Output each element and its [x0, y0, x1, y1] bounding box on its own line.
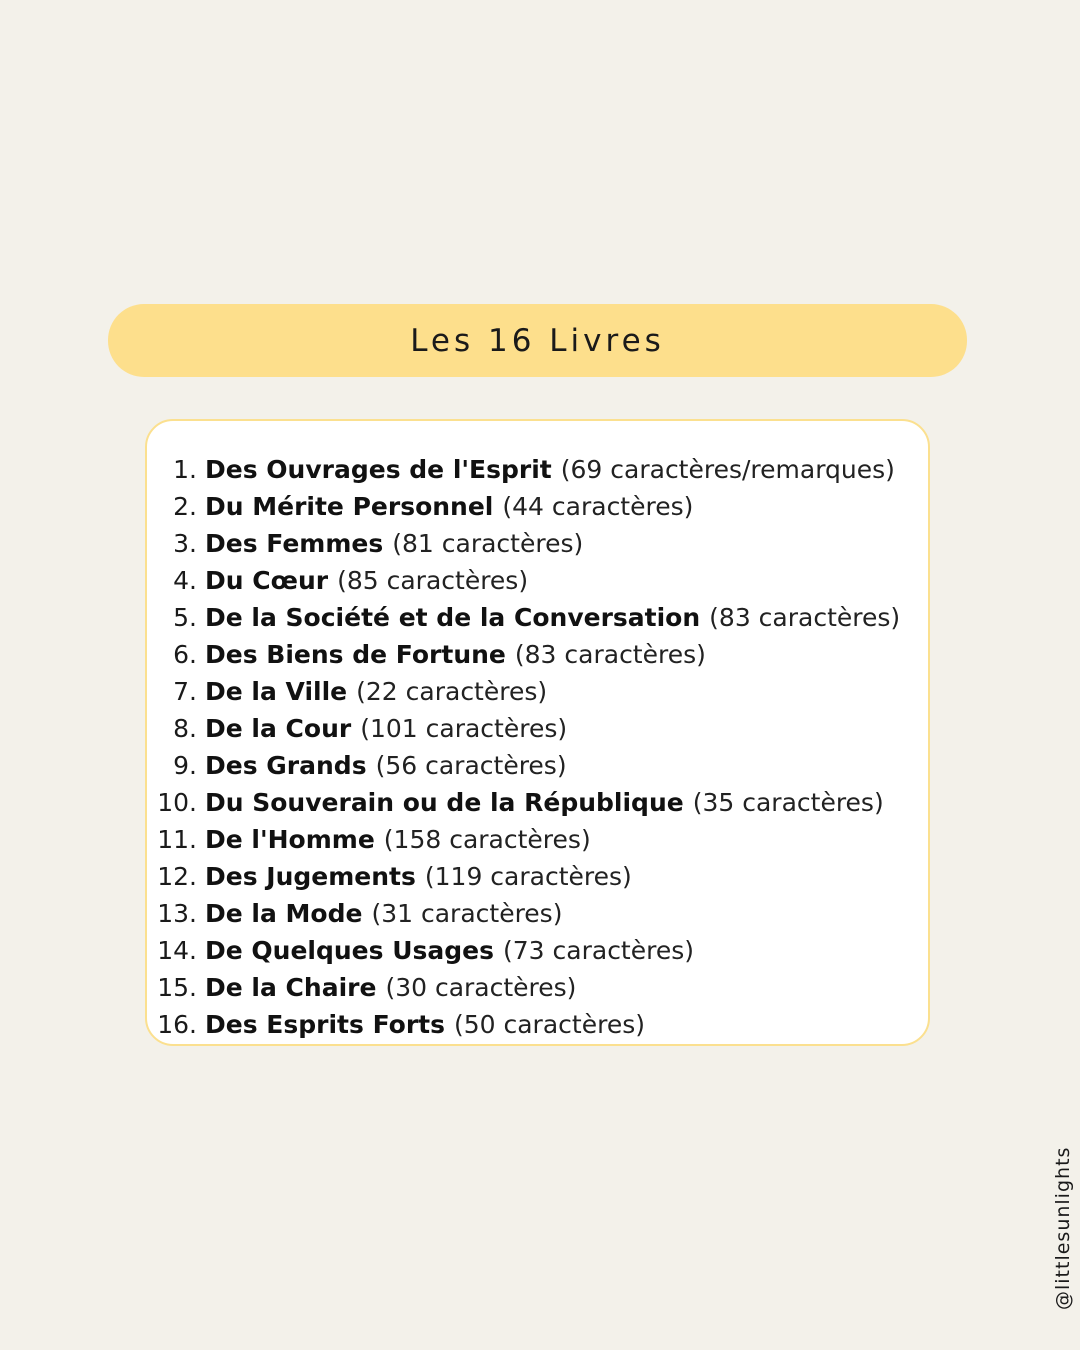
book-number: 7.: [173, 677, 197, 706]
book-count: (73 caractères): [503, 936, 695, 965]
book-number: 14.: [157, 936, 197, 965]
list-item: [147, 714, 932, 751]
book-number: 11.: [157, 825, 197, 854]
book-number: 5.: [173, 603, 197, 632]
author-handle: @littlesunlights: [1052, 1146, 1074, 1310]
book-count: (44 caractères): [502, 492, 694, 521]
list-item: [147, 899, 932, 936]
book-list: [147, 455, 932, 1047]
list-item: [147, 788, 932, 825]
book-count: (85 caractères): [337, 566, 529, 595]
book-count: (31 caractères): [371, 899, 563, 928]
book-number: 4.: [173, 566, 197, 595]
title-banner: [108, 304, 967, 377]
list-item: [147, 862, 932, 899]
book-number: 16.: [157, 1010, 197, 1039]
book-number: 2.: [173, 492, 197, 521]
book-title: De la Société et de la Conversation: [205, 603, 701, 632]
book-count: (83 caractères): [514, 640, 706, 669]
book-count: (56 caractères): [375, 751, 567, 780]
list-item: [147, 492, 932, 529]
book-title: De la Cour: [205, 714, 352, 743]
list-item: [147, 677, 932, 714]
list-item: [147, 455, 932, 492]
book-number: 3.: [173, 529, 197, 558]
book-number: 9.: [173, 751, 197, 780]
book-list-card: [145, 419, 930, 1046]
book-title: Du Souverain ou de la République: [205, 788, 684, 817]
book-number: 10.: [157, 788, 197, 817]
list-item: [147, 751, 932, 788]
list-item: [147, 936, 932, 973]
book-count: (69 caractères/remarques): [560, 455, 895, 484]
book-title: De la Ville: [205, 677, 348, 706]
book-title: Des Grands: [205, 751, 367, 780]
book-number: 15.: [157, 973, 197, 1002]
book-title: De la Mode: [205, 899, 363, 928]
book-count: (158 caractères): [383, 825, 591, 854]
book-count: (22 caractères): [356, 677, 548, 706]
book-title: De la Chaire: [205, 973, 377, 1002]
book-title: Des Ouvrages de l'Esprit: [205, 455, 552, 484]
book-count: (83 caractères): [709, 603, 901, 632]
list-item: [147, 1010, 932, 1047]
list-item: [147, 603, 932, 640]
book-title: De l'Homme: [205, 825, 375, 854]
book-title: Des Jugements: [205, 862, 416, 891]
book-number: 6.: [173, 640, 197, 669]
book-count: (30 caractères): [385, 973, 577, 1002]
book-number: 8.: [173, 714, 197, 743]
list-item: [147, 529, 932, 566]
book-count: (50 caractères): [453, 1010, 645, 1039]
book-title: Des Femmes: [205, 529, 384, 558]
list-item: [147, 973, 932, 1010]
book-title: De Quelques Usages: [205, 936, 495, 965]
book-count: (81 caractères): [392, 529, 584, 558]
book-number: 13.: [157, 899, 197, 928]
book-title: Des Biens de Fortune: [205, 640, 506, 669]
book-count: (35 caractères): [692, 788, 884, 817]
book-count: (119 caractères): [424, 862, 632, 891]
list-item: [147, 825, 932, 862]
book-count: (101 caractères): [360, 714, 568, 743]
book-title: Du Mérite Personnel: [205, 492, 494, 521]
book-title: Des Esprits Forts: [205, 1010, 445, 1039]
list-item: [147, 640, 932, 677]
book-number: 12.: [157, 862, 197, 891]
book-number: 1.: [173, 455, 197, 484]
book-title: Du Cœur: [205, 566, 329, 595]
list-item: [147, 566, 932, 603]
page-title: Les 16 Livres: [410, 322, 665, 359]
